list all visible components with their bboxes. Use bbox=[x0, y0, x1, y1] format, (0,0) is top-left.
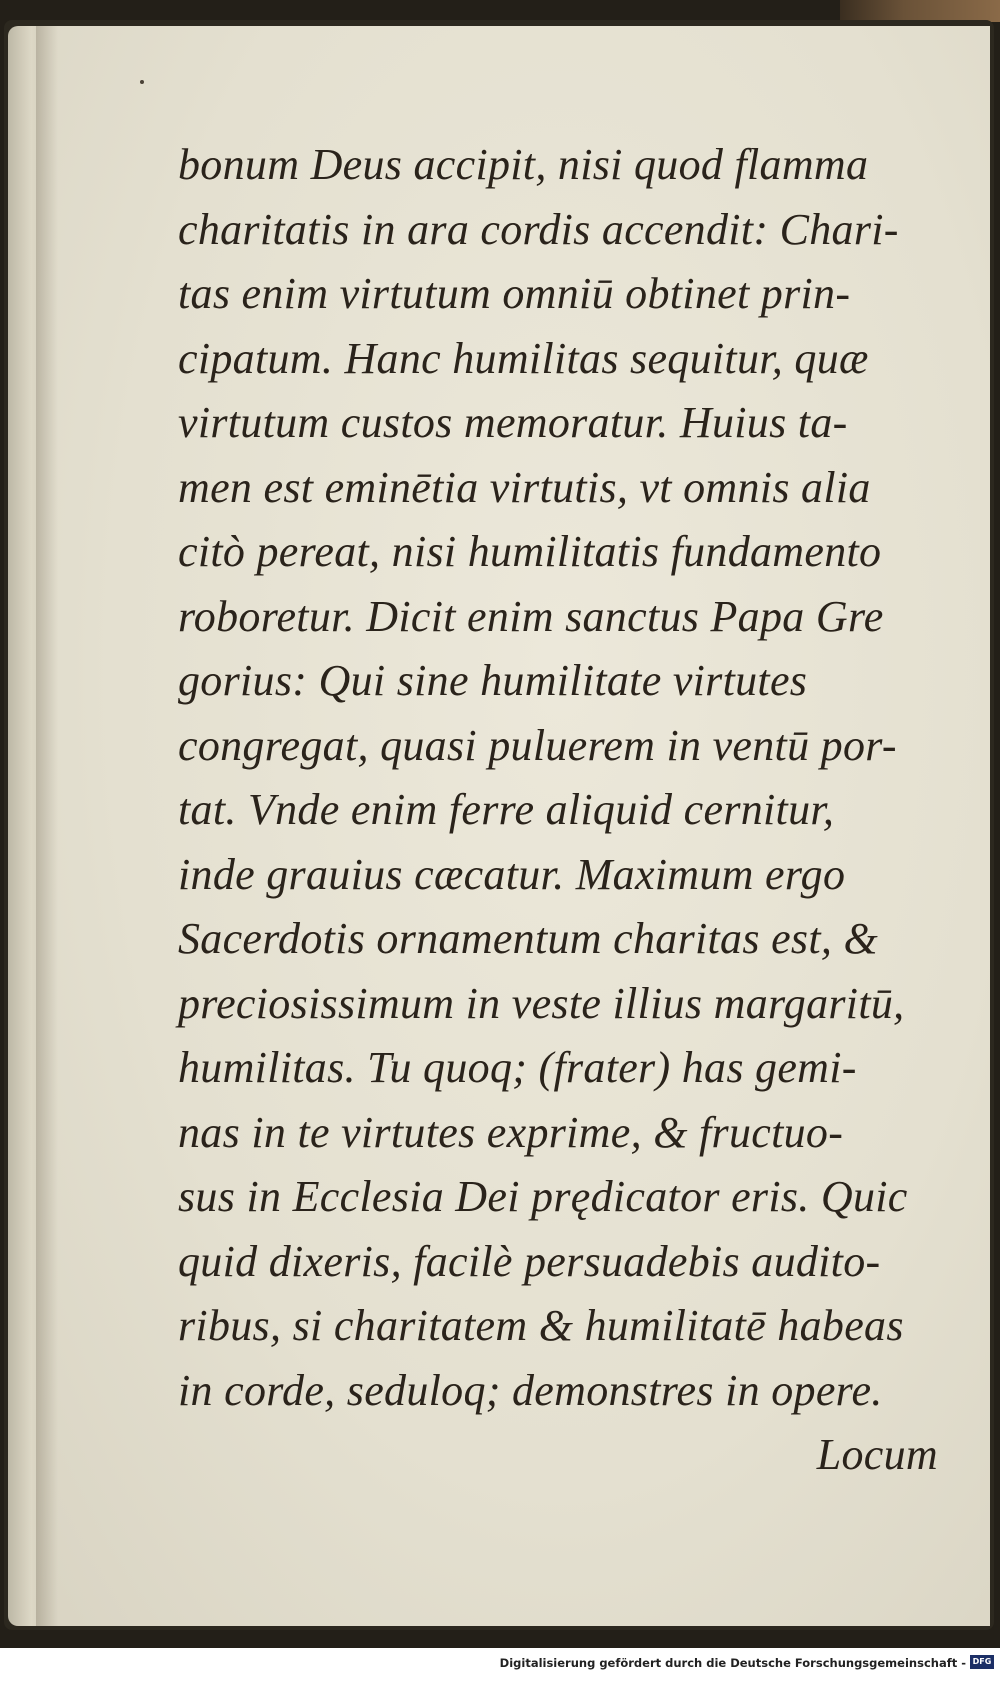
digitization-credit: Digitalisierung gefördert durch die Deutsche Forschungsgemeinschaft - bbox=[499, 1656, 966, 1670]
margin-dot bbox=[140, 80, 144, 84]
text-line: sus in Ecclesia Dei prędicator eris. Quic bbox=[178, 1172, 908, 1221]
text-line: nas in te virtutes exprime, & fructuo- bbox=[178, 1107, 844, 1157]
text-line: tas enim virtutum omniū obtinet prin- bbox=[178, 269, 851, 318]
text-line: cipatum. Hanc humilitas sequitur, quæ bbox=[178, 333, 869, 383]
book-cover-edge bbox=[840, 0, 1000, 22]
text-line: quid dixeris, facilè persuadebis audito- bbox=[178, 1236, 881, 1286]
text-line: charitatis in ara cordis accendit: Chari- bbox=[178, 204, 899, 254]
text-line: men est eminētia virtutis, vt omnis alia bbox=[178, 462, 871, 512]
text-line: Sacerdotis ornamentum charitas est, & bbox=[178, 914, 878, 963]
text-line: congregat, quasi puluerem in ventū por- bbox=[178, 720, 897, 770]
text-line: gorius: Qui sine humilitate virtutes bbox=[178, 656, 808, 705]
text-line: preciosissimum in veste illius margaritū, bbox=[178, 978, 905, 1028]
text-line: ribus, si charitatem & humilitatē habeas bbox=[178, 1301, 904, 1350]
text-line: virtutum custos memoratur. Huius ta- bbox=[178, 398, 848, 447]
text-line: tat. Vnde enim ferre aliquid cernitur, bbox=[178, 785, 835, 834]
dfg-logo-icon: DFG bbox=[970, 1655, 994, 1669]
page-text bbox=[178, 133, 948, 1488]
text-line: roboretur. Dicit enim sanctus Papa Gre bbox=[178, 591, 884, 641]
page-gutter bbox=[36, 26, 58, 1626]
catchword: Locum bbox=[816, 1430, 938, 1479]
text-line: inde grauius cæcatur. Maximum ergo bbox=[178, 849, 846, 899]
text-line: in corde, seduloq; demonstres in opere. bbox=[178, 1365, 883, 1415]
text-line: bonum Deus accipit, nisi quod flamma bbox=[178, 140, 869, 189]
text-line: citò pereat, nisi humilitatis fundamento bbox=[178, 527, 882, 576]
text-line: humilitas. Tu quoq; (frater) has gemi- bbox=[178, 1043, 857, 1092]
